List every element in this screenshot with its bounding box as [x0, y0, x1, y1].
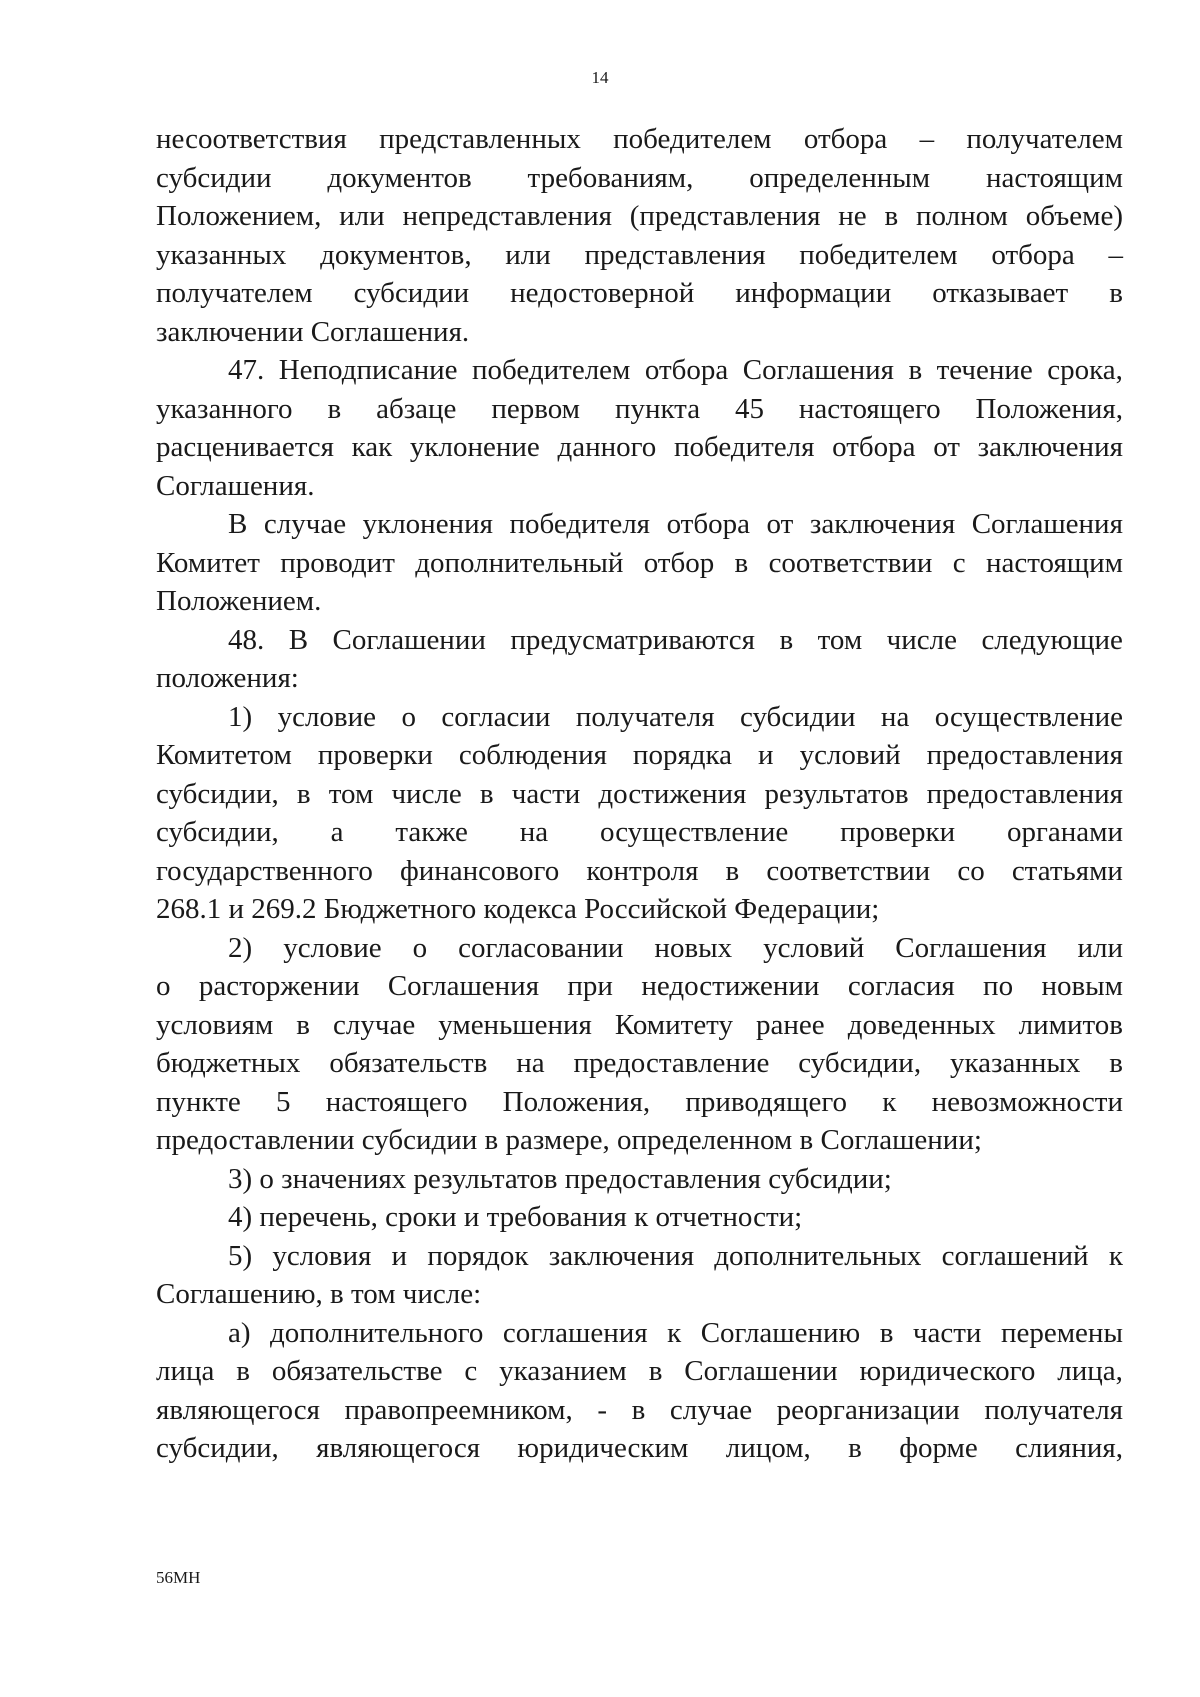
text-line: государственного финансового контроля в соответствии со статьями — [156, 854, 1123, 887]
text-line: Комитет проводит дополнительный отбор в соответствии с настоящим — [156, 546, 1123, 579]
text-line: 48. В Соглашении предусматриваются в том числе следующие — [228, 623, 1123, 656]
text-line: несоответствия представленных победителем отбора – получателем — [156, 123, 1123, 155]
text-line: Соглашению, в том числе: — [156, 1278, 482, 1310]
text-line: субсидии, а также на осуществление проверки органами — [156, 816, 1123, 848]
text-line: 1) условие о согласии получателя субсидии на осуществление — [228, 700, 1123, 733]
footer-code: 56МН — [156, 1568, 201, 1587]
text-line: условиям в случае уменьшения Комитету ранее доведенных лимитов — [156, 1008, 1123, 1041]
text-line: 5) условия и порядок заключения дополнительных соглашений к — [228, 1239, 1123, 1272]
text-line: Комитетом проверки соблюдения порядка и условий предоставления — [156, 739, 1123, 771]
text-line: 47. Неподписание победителем отбора Соглашения в течение срока, — [228, 354, 1123, 386]
text-line: расценивается как уклонение данного победителя отбора от заключения — [156, 431, 1123, 463]
text-line: пункте 5 настоящего Положения, приводящего к невозможности — [156, 1085, 1123, 1118]
text-line: Соглашения. — [156, 469, 315, 502]
text-line: 3) о значениях результатов предоставления субсидии; — [228, 1162, 892, 1195]
text-line: Положением, или непредставления (представления не в полном объеме) — [156, 200, 1123, 232]
text-line: а) дополнительного соглашения к Соглашению в части перемены — [228, 1316, 1123, 1349]
text-line: субсидии документов требованиям, определенным настоящим — [156, 161, 1123, 194]
text-line: субсидии, являющегося юридическим лицом, в форме слияния, — [156, 1432, 1123, 1464]
text-line: 268.1 и 269.2 Бюджетного кодекса Российской Федерации; — [156, 893, 880, 925]
text-line: субсидии, в том числе в части достижения результатов предоставления — [156, 777, 1123, 810]
text-line: являющегося правопреемником, - в случае реорганизации получателя — [156, 1393, 1123, 1426]
text-line: указанного в абзаце первом пункта 45 настоящего Положения, — [156, 392, 1123, 425]
text-line: 4) перечень, сроки и требования к отчетности; — [228, 1201, 803, 1233]
text-line: В случае уклонения победителя отбора от заключения Соглашения — [228, 508, 1123, 540]
text-line: получателем субсидии недостоверной информации отказывает в — [156, 277, 1123, 309]
text-line: Положением. — [156, 585, 322, 617]
text-line: лица в обязательстве с указанием в Соглашении юридического лица, — [156, 1355, 1123, 1387]
text-line: бюджетных обязательств на предоставление субсидии, указанных в — [156, 1047, 1123, 1079]
page-number: 14 — [591, 68, 609, 87]
text-line: положения: — [156, 662, 299, 694]
text-line: указанных документов, или представления победителем отбора – — [156, 238, 1123, 271]
text-line: 2) условие о согласовании новых условий Соглашения или — [228, 931, 1123, 964]
text-line: заключении Соглашения. — [156, 315, 470, 348]
text-line: о расторжении Соглашения при недостижении согласия по новым — [156, 970, 1123, 1002]
text-line: предоставлении субсидии в размере, определенном в Соглашении; — [156, 1124, 982, 1156]
